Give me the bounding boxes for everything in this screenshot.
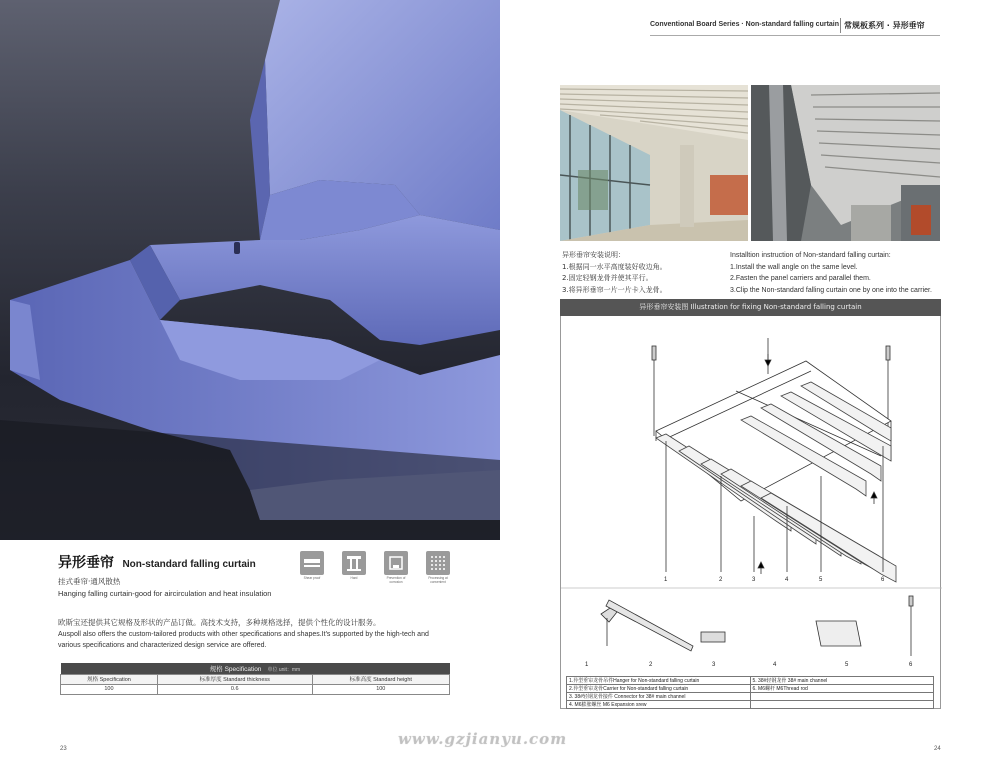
callout-1: 1: [664, 577, 668, 583]
blue-profile-panels-image: [0, 0, 500, 540]
page-number-right: 24: [934, 746, 941, 752]
feature-processing: [422, 551, 454, 584]
product-title-block: [58, 552, 271, 598]
legend-cell: 5. 38#轻钢龙骨 38# main channel: [750, 677, 934, 685]
feature-corrosion: [380, 551, 412, 584]
feature-label: Prevention of corrosion: [386, 576, 406, 584]
legend-cell: 1.异型垂帘龙骨吊件Hanger for Non-standard falling curtain: [567, 677, 751, 685]
description-en: Auspoll also offers the custom-tailored products with other specifications and shapes.It's supported by the high-tech and various specifications and characterized design service are offered.: [58, 631, 429, 649]
header-divider: [840, 18, 841, 33]
header-rule: [650, 35, 940, 36]
parts-legend-table: [566, 676, 934, 709]
spec-column-header: 标准厚度 Standard thickness: [157, 674, 312, 684]
installation-instructions-en: [730, 250, 932, 296]
diagram-title: 异形垂帘安装图 Illustration for fixing Non-standard falling curtain: [560, 299, 941, 316]
part-label-2: 2: [649, 662, 653, 668]
product-subtitle-zh: 挂式垂帘·通风散热: [58, 577, 121, 586]
legend-cell: 4. M6膨胀螺丝 M6 Expansion srew: [567, 701, 751, 709]
feature-hard: [338, 551, 370, 584]
part-label-6: 6: [909, 662, 913, 668]
feature-shear-proof: [296, 551, 328, 584]
header-series-zh: 常规板系列 · 异形垂帘: [844, 21, 925, 30]
spec-cell: 0.6: [157, 684, 312, 694]
spec-cell: 100: [61, 684, 158, 694]
description-zh: 欧斯宝还提供其它规格及形状的产品订做。高技术支持，多种规格选择，提供个性化的设计服务。: [58, 618, 381, 627]
install-step-en: 2.Fasten the panel carriers and parallel them.: [730, 275, 871, 283]
install-title-en: Installtion instruction of Non-standard falling curtain:: [730, 252, 891, 259]
spec-cell: 100: [312, 684, 449, 694]
callout-4: 4: [785, 577, 789, 583]
page-number-left: 23: [60, 746, 67, 752]
legend-cell: [750, 701, 934, 709]
exploded-assembly-drawing: [561, 316, 942, 709]
installation-diagram: [560, 316, 941, 709]
right-page: [500, 0, 1000, 766]
legend-cell: 3. 38#轻钢龙骨接件 Connector for 38# main channel: [567, 693, 751, 701]
part-label-5: 5: [845, 662, 849, 668]
table-row: [567, 685, 934, 693]
installation-photo-hall: [751, 85, 940, 241]
install-title-zh: 异形垂帘安装说明：: [562, 251, 625, 259]
part-label-3: 3: [712, 662, 716, 668]
spec-table-header: [61, 663, 450, 674]
callout-2: 2: [719, 577, 723, 583]
feature-label: Shear proof: [303, 576, 321, 580]
steel-plate-icon: [300, 551, 324, 575]
spec-column-header: 标准高度 Standard height: [312, 674, 449, 684]
legend-cell: 2.异型垂帘龙骨Carrier for Non-standard falling curtain: [567, 685, 751, 693]
legend-cell: 6. M6螺杆 M6Thread rod: [750, 685, 934, 693]
table-row: [567, 677, 934, 685]
install-step-en: 3.Clip the Non-standard falling curtain one by one into the carrier.: [730, 286, 932, 294]
install-step-zh: 1.根据同一水平高度装好收边角。: [562, 262, 667, 271]
feature-icons: [296, 551, 454, 584]
processing-icon: [426, 551, 450, 575]
install-step-zh: 3.将异形垂帘一片一片卡入龙骨。: [562, 285, 667, 294]
hard-icon: [342, 551, 366, 575]
spec-column-header: 规格 Specification: [61, 674, 158, 684]
table-row: [567, 701, 934, 709]
callout-5: 5: [819, 577, 823, 583]
product-title-zh: 异形垂帘: [58, 555, 114, 571]
installation-photo-corridor: [560, 85, 748, 241]
corrosion-icon: [384, 551, 408, 575]
spec-table-title: 规格 Specification: [209, 665, 262, 673]
specification-table: [60, 663, 450, 695]
callout-3: 3: [752, 577, 756, 583]
part-label-4: 4: [773, 662, 777, 668]
installation-instructions-zh: [562, 250, 667, 296]
header-series-en: Conventional Board Series · Non-standard falling curtain: [650, 21, 840, 28]
part-label-1: 1: [585, 662, 589, 668]
spec-column-headers: [61, 674, 450, 684]
legend-cell: [750, 693, 934, 701]
product-subtitle-en: Hanging falling curtain-good for aircirculation and heat insulation: [58, 589, 272, 598]
feature-label: Hard: [350, 576, 358, 580]
table-row: [61, 684, 450, 694]
callout-6: 6: [881, 577, 885, 583]
install-step-en: 1.Install the wall angle on the same level.: [730, 263, 858, 271]
product-title-en: Non-standard falling curtain: [122, 559, 256, 570]
install-step-zh: 2.固定轻钢龙骨并使其平行。: [562, 274, 653, 283]
product-photo-falling-curtain: [0, 0, 500, 540]
table-row: [567, 693, 934, 701]
site-watermark: www.gzjianyu.com: [398, 730, 568, 748]
feature-label: Processing at convenient: [428, 576, 448, 584]
spec-table-unit: 单位 unit：mm: [267, 666, 301, 673]
